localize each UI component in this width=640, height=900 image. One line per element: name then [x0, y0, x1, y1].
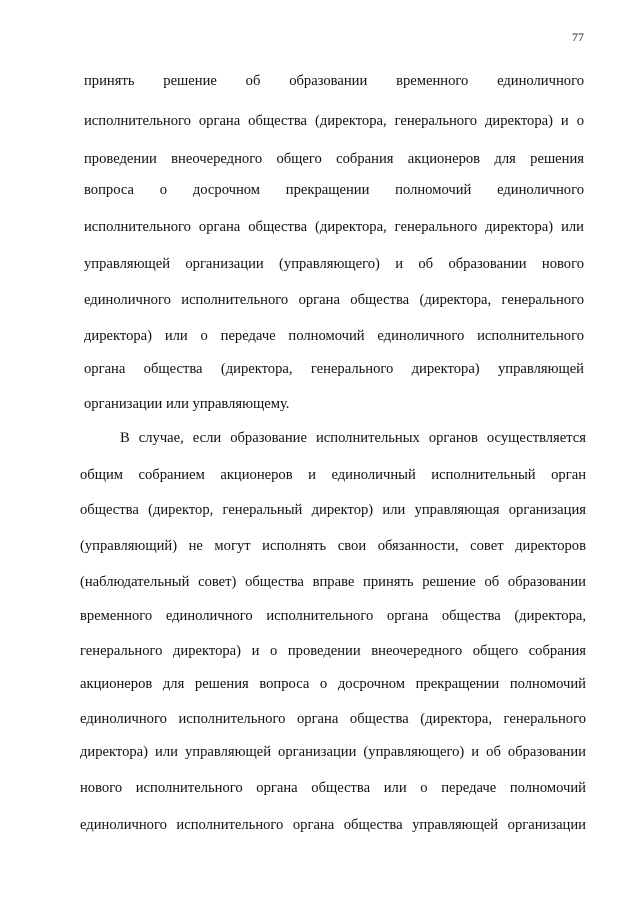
paragraph-2-line-5: (наблюдательный совет) общества вправе принять решение об образовании — [80, 574, 586, 590]
paragraph-1-line-4: вопроса о досрочном прекращении полномочий единоличного — [84, 182, 584, 198]
paragraph-1-line-7: единоличного исполнительного органа общества (директора, генерального — [84, 292, 584, 308]
paragraph-2-line-9: единоличного исполнительного органа общества (директора, генерального — [80, 711, 586, 727]
paragraph-2-line-1: В случае, если образование исполнительных органов осуществляется — [120, 430, 586, 446]
paragraph-2-line-12: единоличного исполнительного органа общества управляющей организации — [80, 817, 586, 833]
paragraph-1-line-9: органа общества (директора, генерального директора) управляющей — [84, 361, 584, 377]
paragraph-2-line-10: директора) или управляющей организации (управляющего) и об образовании — [80, 744, 586, 760]
paragraph-1-line-8: директора) или о передаче полномочий единоличного исполнительного — [84, 328, 584, 344]
paragraph-2-line-11: нового исполнительного органа общества или о передаче полномочий — [80, 780, 586, 796]
paragraph-2-line-4: (управляющий) не могут исполнять свои обязанности, совет директоров — [80, 538, 586, 554]
paragraph-1-line-1: принять решение об образовании временного единоличного — [84, 73, 584, 89]
page-number: 77 — [572, 30, 584, 44]
paragraph-1-line-2: исполнительного органа общества (директора, генерального директора) и о — [84, 113, 584, 129]
paragraph-2-line-2: общим собранием акционеров и единоличный исполнительный орган — [80, 467, 586, 483]
paragraph-1-line-10: организации или управляющему. — [84, 396, 290, 412]
paragraph-2-line-8: акционеров для решения вопроса о досрочном прекращении полномочий — [80, 676, 586, 692]
paragraph-2-line-6: временного единоличного исполнительного органа общества (директора, — [80, 608, 586, 624]
paragraph-1-line-6: управляющей организации (управляющего) и об образовании нового — [84, 256, 584, 272]
paragraph-2-line-3: общества (директор, генеральный директор) или управляющая организация — [80, 502, 586, 518]
paragraph-1-line-3: проведении внеочередного общего собрания акционеров для решения — [84, 151, 584, 167]
paragraph-1-line-5: исполнительного органа общества (директора, генерального директора) или — [84, 219, 584, 235]
paragraph-2-line-7: генерального директора) и о проведении внеочередного общего собрания — [80, 643, 586, 659]
